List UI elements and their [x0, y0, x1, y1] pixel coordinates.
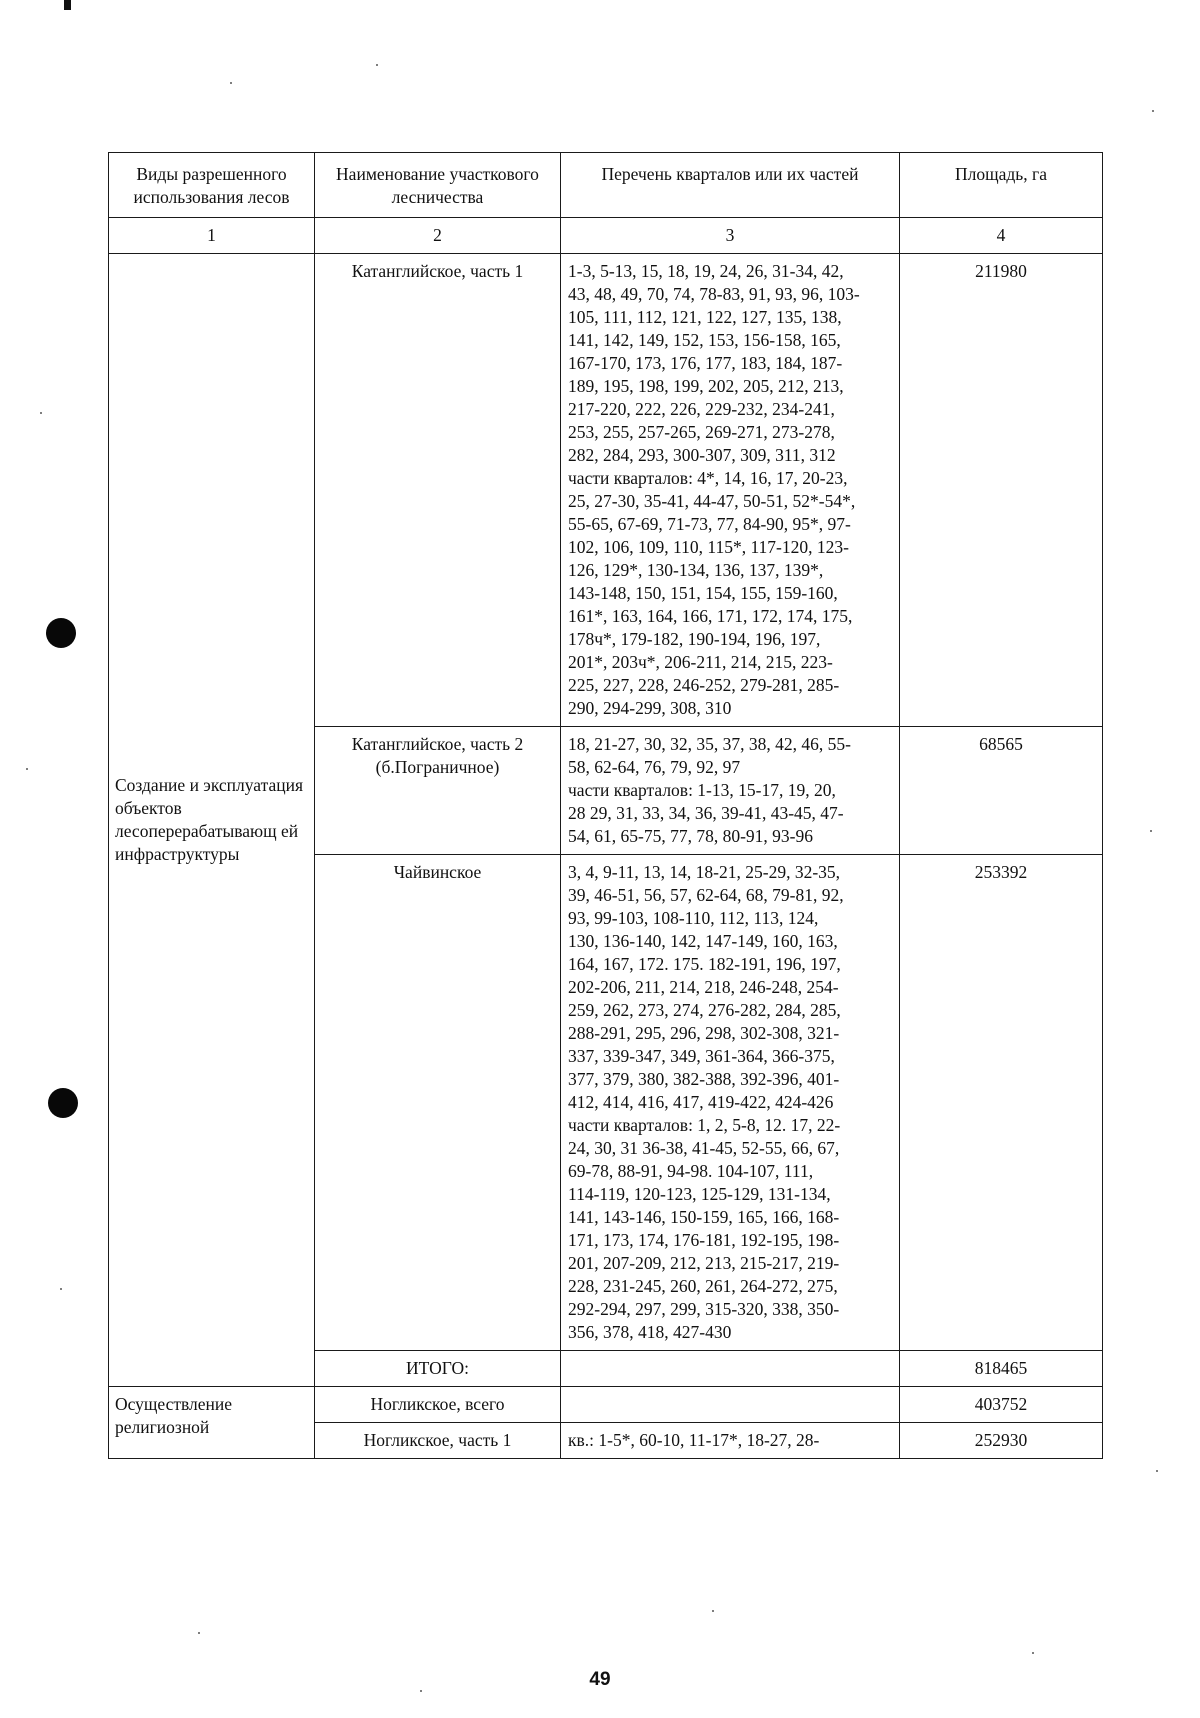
area-cell: 252930	[900, 1423, 1103, 1459]
area-cell: 211980	[900, 254, 1103, 727]
quarters-line: 217-220, 222, 226, 229-232, 234-241,	[568, 399, 835, 419]
quarters-line: части кварталов: 4*, 14, 16, 17, 20-23,	[568, 468, 848, 488]
total-area: 818465	[900, 1351, 1103, 1387]
header-area: Площадь, га	[900, 153, 1103, 218]
forestry-name-cell: Ногликское, всего	[315, 1387, 561, 1423]
quarters-cell	[561, 727, 900, 855]
quarters-line: 161*, 163, 164, 166, 171, 172, 174, 175,	[568, 606, 853, 626]
column-number: 2	[315, 218, 561, 254]
quarters-line: 1-3, 5-13, 15, 18, 19, 24, 26, 31-34, 42,	[568, 261, 844, 281]
quarters-line: 202-206, 211, 214, 218, 246-248, 254-	[568, 977, 839, 997]
total-label: ИТОГО:	[315, 1351, 561, 1387]
quarters-line: 69-78, 88-91, 94-98. 104-107, 111,	[568, 1161, 814, 1181]
scan-speck	[40, 412, 42, 414]
quarters-line: 58, 62-64, 76, 79, 92, 97	[568, 757, 741, 777]
scan-speck	[376, 64, 378, 66]
quarters-line: 24, 30, 31 36-38, 41-45, 52-55, 66, 67,	[568, 1138, 840, 1158]
quarters-line: 126, 129*, 130-134, 136, 137, 139*,	[568, 560, 824, 580]
column-number: 3	[561, 218, 900, 254]
punch-hole-bottom	[48, 1088, 78, 1118]
area-cell: 253392	[900, 855, 1103, 1351]
quarters-line: 412, 414, 416, 417, 419-422, 424-426	[568, 1092, 834, 1112]
usage-type-cell: Осуществление религиозной	[109, 1387, 315, 1459]
header-usage-type: Виды разрешенного использования лесов	[109, 153, 315, 218]
quarters-line: 189, 195, 198, 199, 202, 205, 212, 213,	[568, 376, 844, 396]
quarters-line: 225, 227, 228, 246-252, 279-281, 285-	[568, 675, 840, 695]
quarters-line: 102, 106, 109, 110, 115*, 117-120, 123-	[568, 537, 849, 557]
quarters-cell	[561, 254, 900, 727]
quarters-line: 114-119, 120-123, 125-129, 131-134,	[568, 1184, 831, 1204]
quarters-line: 228, 231-245, 260, 261, 264-272, 275,	[568, 1276, 838, 1296]
forestry-name-cell: Ногликское, часть 1	[315, 1423, 561, 1459]
quarters-cell: кв.: 1-5*, 60-10, 11-17*, 18-27, 28-	[561, 1423, 900, 1459]
total-quarters-cell	[561, 1351, 900, 1387]
quarters-line: 54, 61, 65-75, 77, 78, 80-91, 93-96	[568, 826, 813, 846]
quarters-line: 93, 99-103, 108-110, 112, 113, 124,	[568, 908, 819, 928]
scan-speck	[1156, 1470, 1158, 1472]
quarters-line: 164, 167, 172. 175. 182-191, 196, 197,	[568, 954, 841, 974]
page-number: 49	[589, 1669, 611, 1690]
quarters-cell	[561, 1387, 900, 1423]
forestry-name-cell: Катанглийское, часть 2 (б.Пограничное)	[315, 727, 561, 855]
quarters-line: 105, 111, 112, 121, 122, 127, 135, 138,	[568, 307, 842, 327]
scan-mark	[64, 0, 71, 10]
table-row	[109, 1387, 1103, 1423]
scan-speck	[1032, 1652, 1034, 1654]
scan-speck	[60, 1288, 62, 1290]
column-number: 4	[900, 218, 1103, 254]
quarters-line: 282, 284, 293, 300-307, 309, 311, 312	[568, 445, 836, 465]
forestry-name-cell: Катанглийское, часть 1	[315, 254, 561, 727]
quarters-line: 3, 4, 9-11, 13, 14, 18-21, 25-29, 32-35,	[568, 862, 841, 882]
quarters-line: 292-294, 297, 299, 315-320, 338, 350-	[568, 1299, 840, 1319]
column-number-row	[109, 218, 1103, 254]
quarters-line: 39, 46-51, 56, 57, 62-64, 68, 79-81, 92,	[568, 885, 844, 905]
scan-speck	[26, 768, 28, 770]
quarters-cell	[561, 855, 900, 1351]
header-forestry-name: Наименование участкового лесничества	[315, 153, 561, 218]
scan-speck	[1152, 110, 1154, 112]
quarters-line: 290, 294-299, 308, 310	[568, 698, 732, 718]
scan-speck	[230, 82, 232, 84]
punch-hole-top	[46, 618, 76, 648]
quarters-line: 259, 262, 273, 274, 276-282, 284, 285,	[568, 1000, 841, 1020]
header-row	[109, 153, 1103, 218]
quarters-line: 337, 339-347, 349, 361-364, 366-375,	[568, 1046, 835, 1066]
quarters-line: части кварталов: 1, 2, 5-8, 12. 17, 22-	[568, 1115, 841, 1135]
quarters-line: 377, 379, 380, 382-388, 392-396, 401-	[568, 1069, 840, 1089]
quarters-line: 253, 255, 257-265, 269-271, 273-278,	[568, 422, 835, 442]
scan-speck	[712, 1610, 714, 1612]
quarters-line: 171, 173, 174, 176-181, 192-195, 198-	[568, 1230, 840, 1250]
area-cell: 403752	[900, 1387, 1103, 1423]
quarters-line: 178ч*, 179-182, 190-194, 196, 197,	[568, 629, 821, 649]
quarters-line: 143-148, 150, 151, 154, 155, 159-160,	[568, 583, 838, 603]
quarters-line: 141, 143-146, 150-159, 165, 166, 168-	[568, 1207, 840, 1227]
scan-speck	[1150, 830, 1152, 832]
area-cell: 68565	[900, 727, 1103, 855]
quarters-line: 356, 378, 418, 427-430	[568, 1322, 732, 1342]
table-row	[109, 254, 1103, 727]
quarters-line: 167-170, 173, 176, 177, 183, 184, 187-	[568, 353, 843, 373]
quarters-line: 141, 142, 149, 152, 153, 156-158, 165,	[568, 330, 841, 350]
quarters-line: 55-65, 67-69, 71-73, 77, 84-90, 95*, 97-	[568, 514, 851, 534]
quarters-line: 288-291, 295, 296, 298, 302-308, 321-	[568, 1023, 840, 1043]
quarters-line: 43, 48, 49, 70, 74, 78-83, 91, 93, 96, 103-	[568, 284, 860, 304]
scan-speck	[198, 1632, 200, 1634]
quarters-line: 28 29, 31, 33, 34, 36, 39-41, 43-45, 47-	[568, 803, 844, 823]
forestry-name-cell: Чайвинское	[315, 855, 561, 1351]
quarters-line: 25, 27-30, 35-41, 44-47, 50-51, 52*-54*,	[568, 491, 856, 511]
quarters-line: 201, 207-209, 212, 213, 215-217, 219-	[568, 1253, 840, 1273]
quarters-line: 201*, 203ч*, 206-211, 214, 215, 223-	[568, 652, 833, 672]
usage-type-cell: Создание и эксплуатация объектов лесоперерабатывающ ей инфраструктуры	[109, 254, 315, 1387]
quarters-line: части кварталов: 1-13, 15-17, 19, 20,	[568, 780, 836, 800]
forest-use-table	[108, 152, 1103, 1459]
quarters-line: 18, 21-27, 30, 32, 35, 37, 38, 42, 46, 55-	[568, 734, 851, 754]
header-quarters-list: Перечень кварталов или их частей	[561, 153, 900, 218]
quarters-line: 130, 136-140, 142, 147-149, 160, 163,	[568, 931, 838, 951]
column-number: 1	[109, 218, 315, 254]
